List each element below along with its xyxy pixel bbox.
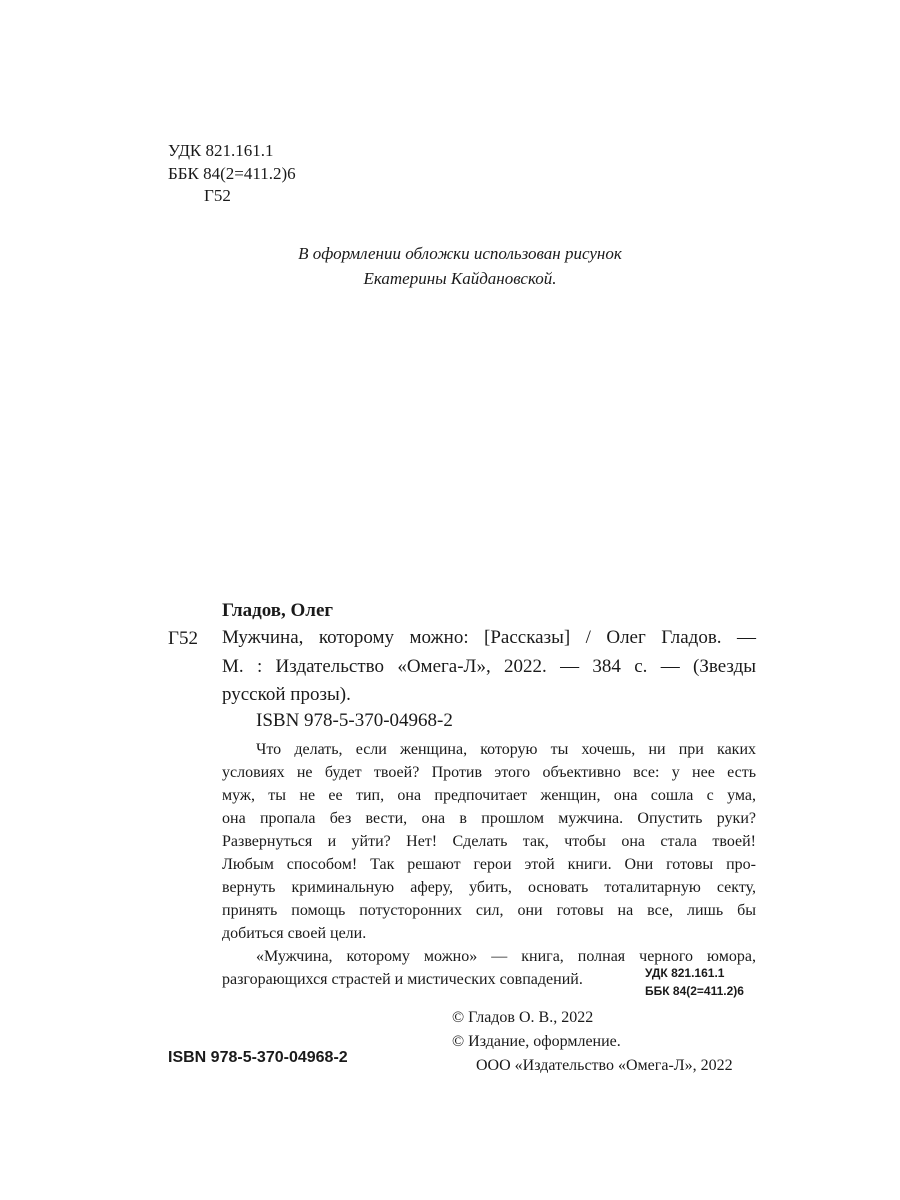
- top-classification-block: [168, 140, 296, 208]
- record-author: Гладов, Олег: [222, 600, 334, 621]
- annotation-line: принять помощь потусторонних сил, они готовы на все, лишь бы: [222, 902, 756, 919]
- annotation-line: Любым способом! Так решают герои этой книги. Они готовы про-: [222, 856, 756, 873]
- annotation-line: муж, ты не ее тип, она предпочитает женщин, она сошла с ума,: [222, 787, 756, 804]
- record-isbn: ISBN 978-5-370-04968-2: [256, 710, 453, 731]
- record-title-line: Мужчина, которому можно: [Рассказы] / Олег Гладов. —: [222, 627, 756, 648]
- cover-credit-line-1: В оформлении обложки использован рисунок: [298, 244, 622, 263]
- annotation-line: Развернуться и уйти? Нет! Сделать так, чтобы она стала твоей!: [222, 833, 756, 850]
- bbk-code: ББК 84(2=411.2)6: [168, 163, 296, 183]
- cover-credit-line-2: Екатерины Кайдановской.: [363, 269, 557, 288]
- record-title-line: русской прозы).: [222, 684, 351, 705]
- isbn-bottom: ISBN 978-5-370-04968-2: [168, 1049, 348, 1066]
- bbk-code-small: ББК 84(2=411.2)6: [645, 984, 744, 998]
- record-title-line: М. : Издательство «Омега-Л», 2022. — 384 с. — (Звезды: [222, 655, 756, 677]
- annotation-line: вернуть криминальную аферу, убить, основать тоталитарную секту,: [222, 879, 756, 896]
- copyright-edition: © Издание, оформление.: [452, 1033, 621, 1050]
- annotation-line: разгорающихся страстей и мистических совпадений.: [222, 971, 583, 988]
- record-author-mark: Г52: [168, 628, 198, 649]
- copyright-publisher: ООО «Издательство «Омега-Л», 2022: [476, 1057, 733, 1074]
- annotation-line: условиях не будет твоей? Против этого объективно все: у нее есть: [222, 764, 756, 781]
- annotation-line: она пропала без вести, она в прошлом мужчина. Опустить руки?: [222, 810, 756, 827]
- annotation: [222, 738, 756, 991]
- author-mark: Г52: [204, 186, 231, 205]
- bottom-classification-block: [645, 964, 744, 1000]
- copyright-author: © Гладов О. В., 2022: [452, 1009, 594, 1026]
- cover-credit: [170, 241, 750, 291]
- annotation-line: Что делать, если женщина, которую ты хочешь, ни при каких: [256, 741, 756, 758]
- annotation-line: добиться своей цели.: [222, 925, 367, 942]
- udk-code: УДК 821.161.1: [168, 141, 274, 160]
- copyright-block: [452, 1006, 733, 1078]
- annotation-line: «Мужчина, которому можно» — книга, полная черного юмора,: [256, 948, 756, 965]
- udk-code-small: УДК 821.161.1: [645, 966, 725, 980]
- record-title-block: [222, 624, 756, 710]
